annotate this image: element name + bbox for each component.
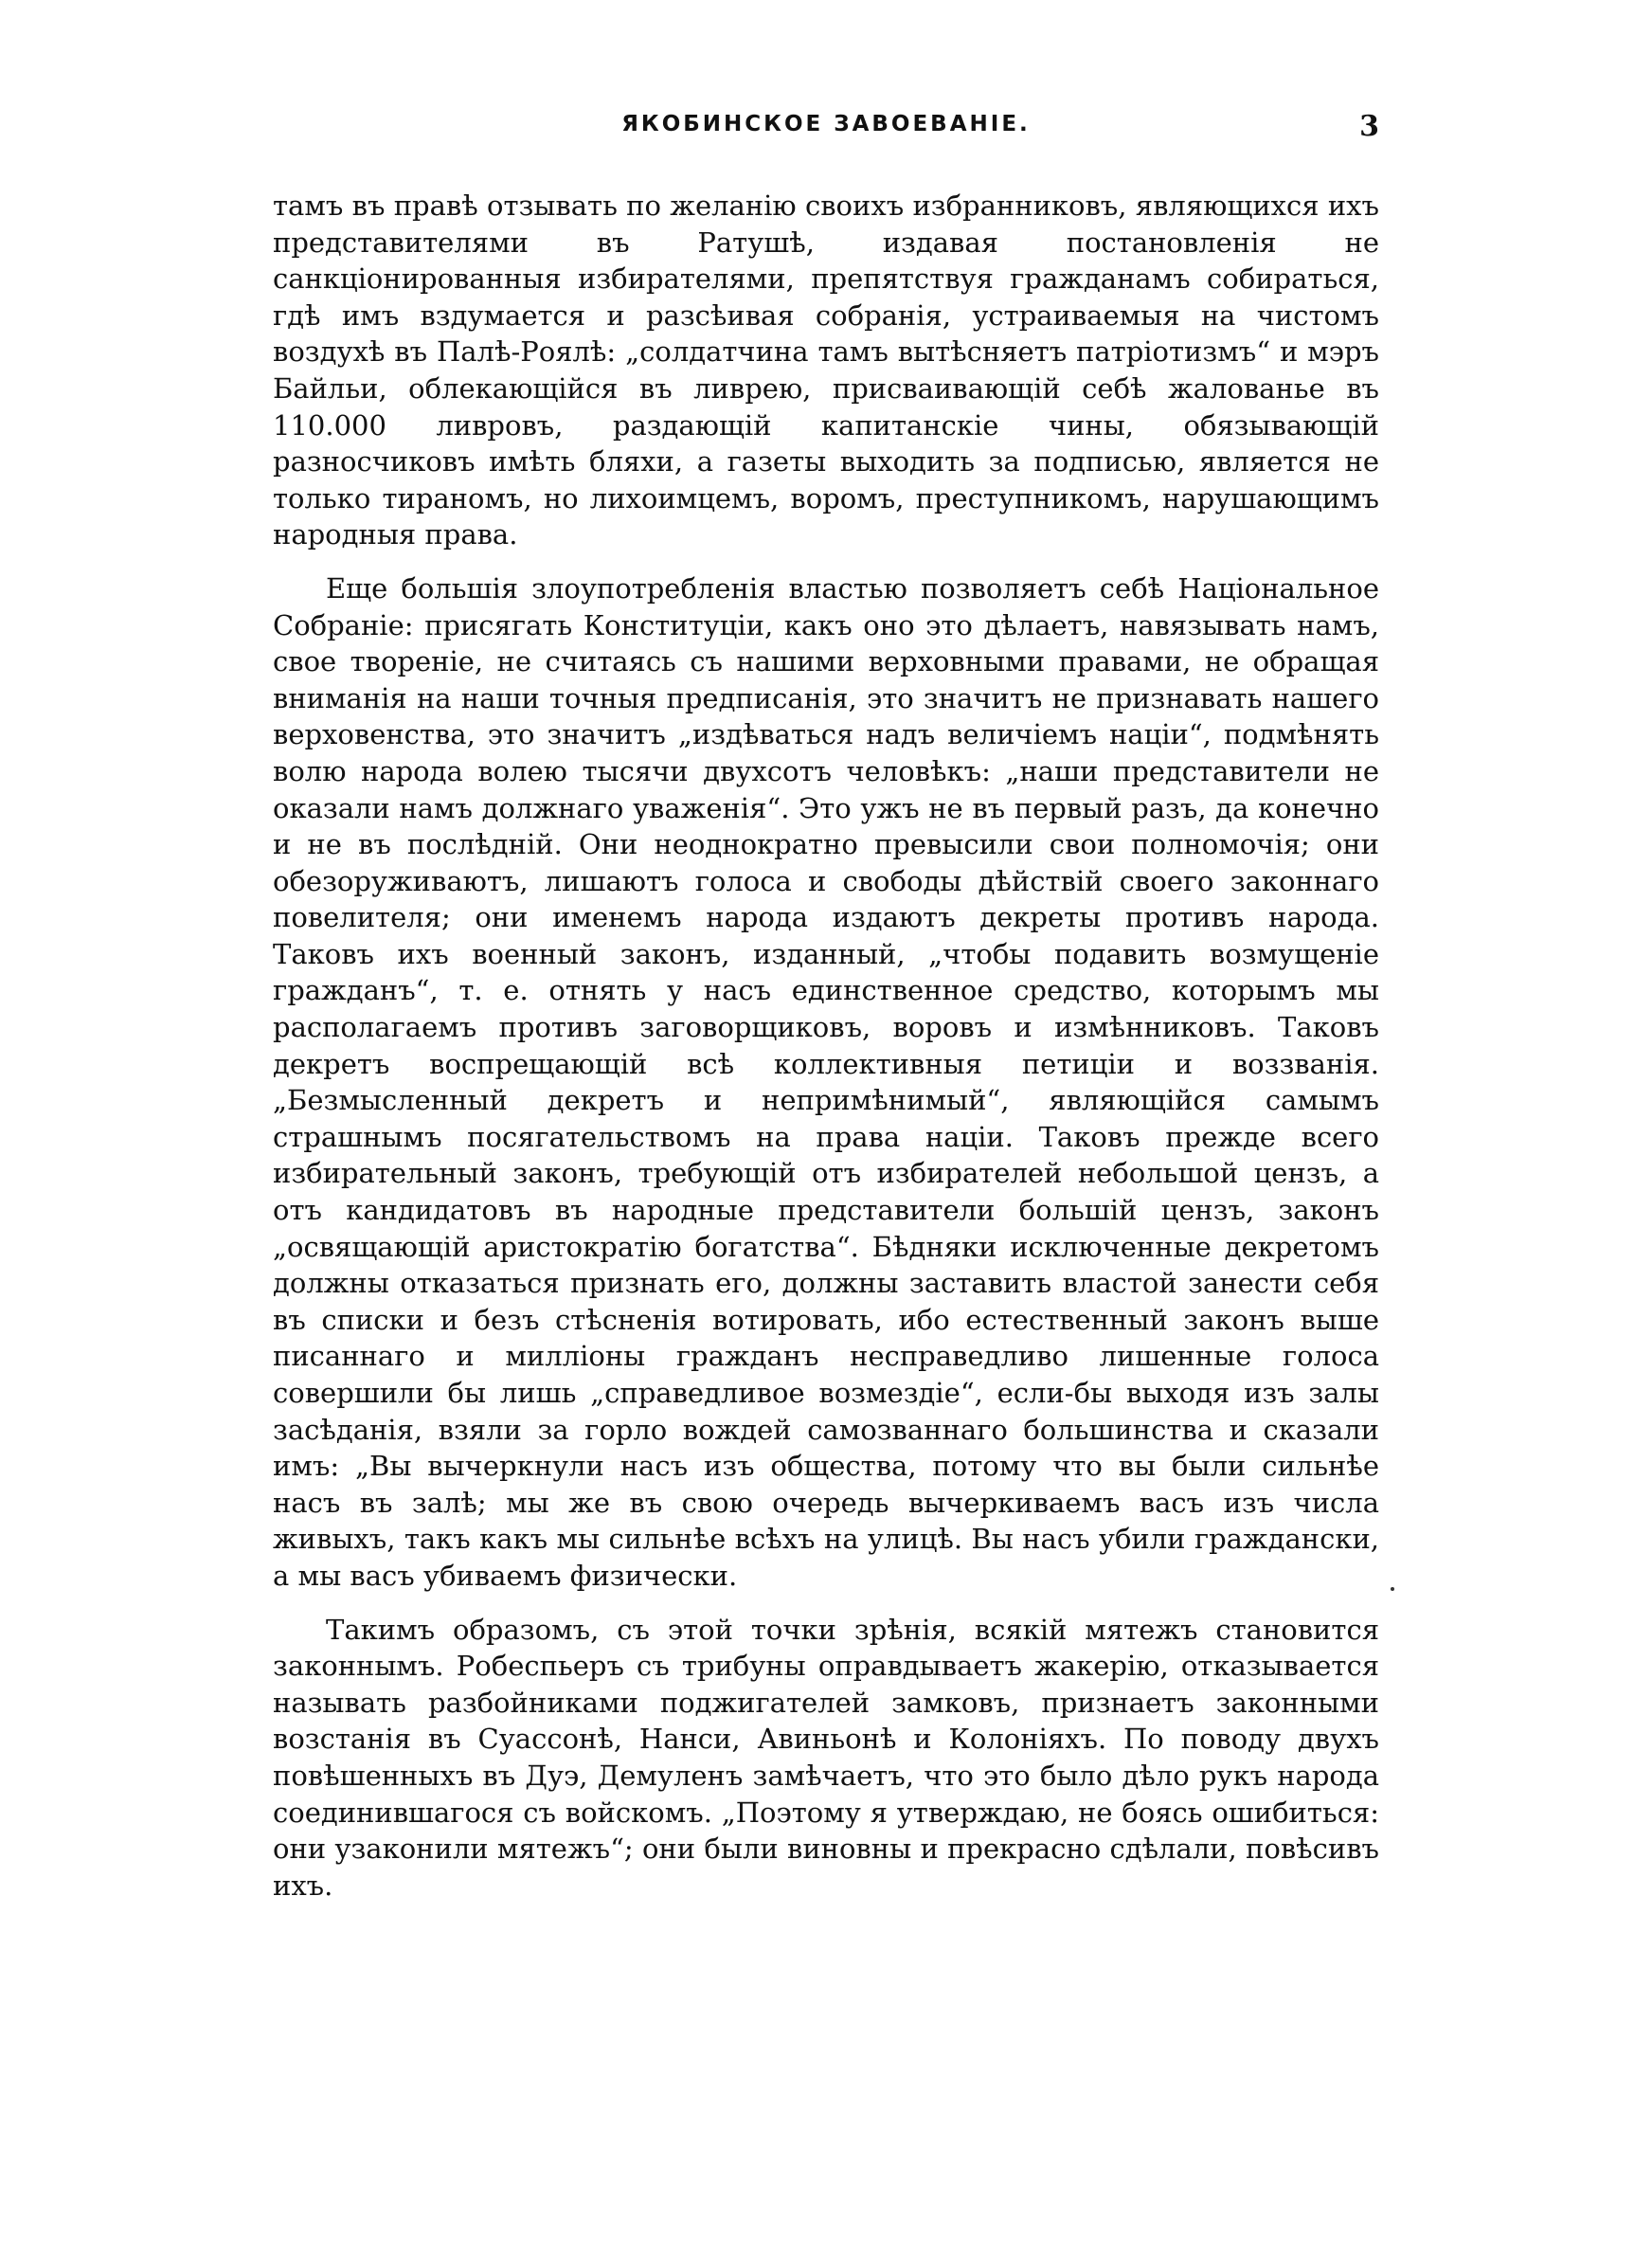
running-title: ЯКОБИНСКОЕ ЗАВОЕВАНІЕ. [621,112,1031,136]
paragraph-continuation: тамъ въ правѣ отзывать по желанію своихъ избранниковъ, являющихся ихъ представителями въ Ратушѣ, издавая постановленія не санкціонированныя избирателями, препятствуя гражданамъ собираться, гдѣ имъ вздумается и разсѣивая собранія, устраиваемыя на чистомъ воздухѣ въ Палѣ-Роялѣ: „солдатчина тамъ вытѣсняетъ патріотизмъ“ и мэръ Байльи, облекающійся въ ливрею, присваивающій себѣ жалованье въ 110.000 ливровъ, раздающій капитанскіе чины, обязывающій разносчиковъ имѣть бляхи, а газеты выходить за подписью, является не только тираномъ, но лихоимцемъ, воромъ, преступникомъ, нарушающимъ народныя права. [273,190,1379,551]
body-text [273,188,1379,2121]
page-number: 3 [1359,110,1379,143]
ink-speck [1391,1587,1394,1591]
paragraph-national-assembly: Еще большія злоупотребленія властью позволяетъ себѣ Національное Собраніе: присягать Конституціи, какъ оно это дѣлаетъ, навязывать намъ, свое твореніе, не считаясь съ нашими верховными правами, не обращая вниманія на наши точныя предписанія, это значитъ не признавать нашего верховенства, это значитъ „издѣваться надъ величіемъ націи“, подмѣнять волю народа волею тысячи двухсотъ человѣкъ: „наши представители не оказали намъ должнаго уваженія“. Это ужъ не въ первый разъ, да конечно и не въ послѣдній. Они неоднократно превысили свои полномочія; они обезоруживаютъ, лишаютъ голоса и свободы дѣйствій своего законнаго повелителя; они именемъ народа издаютъ декреты противъ народа. Таковъ ихъ военный законъ, изданный, „чтобы подавить возмущеніе гражданъ“, т. е. отнять у насъ единственное средство, которымъ мы располагаемъ противъ заговорщиковъ, воровъ и измѣнниковъ. Таковъ декретъ воспрещающій всѣ коллективныя петиціи и воззванія. „Безмысленный декретъ и непримѣнимый“, являющійся самымъ страшнымъ посягательствомъ на права націи. Таковъ прежде всего избирательный законъ, требующій отъ избирателей небольшой цензъ, а отъ кандидатовъ въ народные представители большій цензъ, законъ „освящающій аристократію богатства“. Бѣдняки исключенные декретомъ должны отказаться признать его, должны заставить властой занести себя въ списки и безъ стѣсненія вотировать, ибо естественный законъ выше писаннаго и милліоны гражданъ несправедливо лишенные голоса совершили бы лишь „справедливое возмездіе“, если-бы выходя изъ залы засѣданія, взяли за горло вождей самозваннаго большинства и сказали имъ: „Вы вычеркнули насъ изъ общества, потому что вы были сильнѣе насъ въ залѣ; мы же въ свою очередь вычеркиваемъ васъ изъ числа живыхъ, такъ какъ мы сильнѣе всѣхъ на улицѣ. Вы насъ убили граждански, а мы васъ убиваемъ физически. [273,571,1379,1592]
paragraph-mutiny-legal: Такимъ образомъ, съ этой точки зрѣнія, всякій мятежъ становится законнымъ. Робеспьеръ съ трибуны оправдываетъ жакерію, отказывается называть разбойниками поджигателей замковъ, признаетъ законными возстанія въ Суассонѣ, Нанси, Авиньонѣ и Колоніяхъ. По поводу двухъ повѣшенныхъ въ Дуэ, Демуленъ замѣчаетъ, что это было дѣло рукъ народа соединившагося съ войскомъ. „Поэтому я утверждаю, не боясь ошибиться: они узаконили мятежъ“; они были виновны и прекрасно сдѣлали, повѣсивъ ихъ. [273,1613,1379,1902]
running-head [273,112,1379,150]
